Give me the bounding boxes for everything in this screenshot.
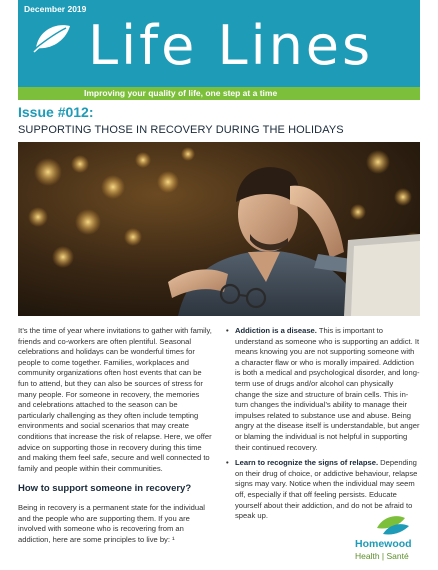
tagline-bar <box>18 87 420 100</box>
masthead-banner <box>18 0 420 87</box>
principles-list <box>226 326 420 522</box>
hero-photo <box>18 142 420 316</box>
leaf-logo-icon <box>32 20 72 54</box>
bullet-text: Depending on their drug of choice, or addictive behaviour, relapse signs may vary. Notice when the individual may seem off, especially if that off feeling persists. Educate yourself about their addiction, and do not be afraid to speak up. <box>235 458 418 521</box>
intro-paragraph: It’s the time of year where invitations to gather with family, friends and co-workers are often plentiful. Seasonal celebrations and holidays can be wonderful times for people to come together. Families, workplaces and community organizations often host events that can be fun to attend, but they can also be sources of stress for many people. For someone in recovery, the memories and celebrations attached to the season can be particularly challenging as they often include tempting environments and social scenarios that may create conditions that increase the risk of relapse. Here, we offer advice on supporting those in recovery during this time and making them feel safe, secure and well connected to family and people within their communities. <box>18 326 212 473</box>
list-item <box>226 326 420 453</box>
issue-number: Issue #012: <box>18 104 94 120</box>
masthead-title: Life Lines <box>88 14 374 77</box>
logo-wordmark: Homewood <box>355 538 412 550</box>
issue-date: December 2019 <box>24 4 87 14</box>
tagline: Improving your quality of life, one step at a time <box>84 88 278 98</box>
article-title: SUPPORTING THOSE IN RECOVERY DURING THE HOLIDAYS <box>18 124 344 136</box>
recovery-paragraph: Being in recovery is a permanent state for the individual and the people who are supporting them. If you are involved with someone who is recovering from an addiction, here are some principles to live by: ¹ <box>18 502 205 544</box>
left-column <box>18 326 214 545</box>
bullet-text: This is important to understand as someone who is supporting an addict. It means knowing you are not supporting someone with a character flaw or who is morally impaired. Addiction is both a medical and psychological disorder, and long-term use of drugs and/or alcohol can physically change the size and structure of brain cells. This in-turn changes the individual’s ability to manage their impulses related to substance use and abuse. Being angry at the disease itself is understandable, but anger or blaming the individual is not helpful in supporting their continued recovery. <box>235 326 420 452</box>
homewood-leaf-icon <box>373 512 413 536</box>
bullet-lead: Addiction is a disease. <box>235 326 317 335</box>
bullet-lead: Learn to recognize the signs of relapse. <box>235 458 379 468</box>
homewood-logo <box>355 512 425 562</box>
section-heading: How to support someone in recovery? <box>18 483 192 495</box>
right-column <box>226 326 420 527</box>
logo-subtitle: Health | Santé <box>355 551 409 561</box>
